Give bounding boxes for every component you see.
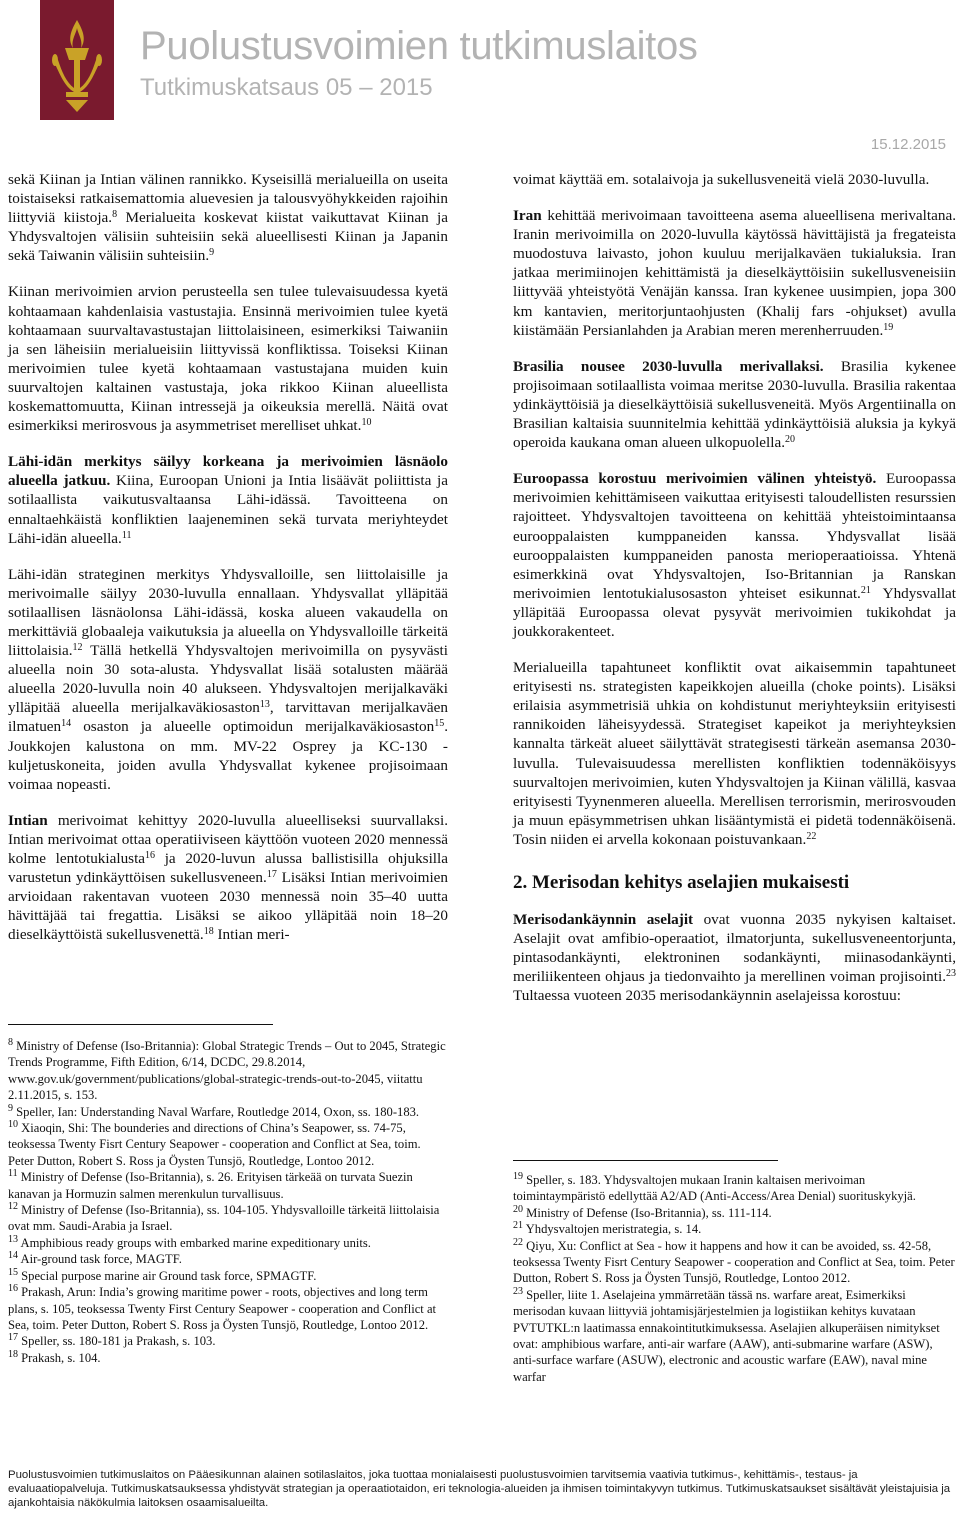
institute-title: Puolustusvoimien tutkimuslaitos xyxy=(140,24,698,68)
paragraph-lead: Intian xyxy=(8,811,48,829)
left-column xyxy=(8,170,448,961)
footnotes-right xyxy=(513,1172,956,1385)
footnote: $^{20}$ Ministry of Defense (Iso-Britannia), ss. 111-114. xyxy=(513,1203,772,1220)
paragraph-lead: Brasilia nousee 2030-luvulla merivallaksi. xyxy=(513,357,824,375)
paragraph: Lähi-idän strateginen merkitys Yhdysvalloille, sen liittolaisille ja merivoimalle säilyy 2030-luvulla ennallaan. Yhdysvallat ylläpitää sotilaallisen läsnäolonsa Lähi-idässä, koska alueen vakaudella on merkittäviä globaaleja vaikutuksia ja alueella on Yhdysvalloille tärkeitä liittolaisia.$^{12}$ Tällä hetkellä Yhdysvaltojen merivoimilla on pysyvästi alueella noin 30 sota-alusta. Yhdysvallat lisää sotalusten määrää alueella 2020-luvulla noin 40 alukseen. Yhdysvaltojen merijalkaväki ylläpitää alueella merijalkaväkiosaston$^{13}$, tarvittavan merijalkaväen ilmatuen$^{14}$ osaston ja alueelle optimoidun merijalkaväkiosaston$^{15}$. Joukkojen kalustona on mm. MV-22 Osprey ja KC-130 -kuljetuskoneita, joiden avulla Yhdysvallat kykenee projisoimaan voimaa nopeasti. xyxy=(8,565,448,793)
footnote-ref[interactable]: 13 xyxy=(259,699,270,711)
paragraph-lead: Euroopassa korostuu merivoimien välinen yhteistyö. xyxy=(513,470,877,488)
footnote: $^{22}$ Qiyu, Xu: Conflict at Sea - how it happens and how it can be avoided, ss. 42-58, teoksessa Twenty Fisrt Century Seapower - cooperation and Conflict at Sea, toim. Peter Dutton, Robert S. Ross ja Öysten Tunsjö, Routledge, Lontoo 2012. xyxy=(513,1236,955,1286)
paragraph: Brasilia nousee 2030-luvulla merivallaksi. Brasilia kykenee projisoimaan sotilaallista voimaa meritse 2030-luvulla. Brasilia rakentaa ydinkäyttöisiä ja dieselkäyttöisiä sukellusveneitä. Myös Argentiinalla on Brasilian kaltaisia suunnitelmia kehittää ydinkäyttöisiä aluksia ja kykyä operoida kaukana oman alueen ulkopuolella.$^{20}$ xyxy=(513,357,956,452)
footnote-ref[interactable]: 11 xyxy=(121,529,132,541)
footnote: $^{21}$ Yhdysvaltojen meristrategia, s. 14. xyxy=(513,1220,702,1237)
footnote: $^{18}$ Prakash, s. 104. xyxy=(8,1348,101,1365)
paragraph: Iran kehittää merivoimaan tavoitteena asema alueellisena merivaltana. Iranin merivoimilla on 2020-luvulla käytössä hävittäjistä ja fregateista muodostuva laivasto, johon kuuluu merijalkaväen tukialuksia. Iran jatkaa merimiinojen kehittämistä ja dieselkäyttöisiin sukellusveneisiin liittyvää yhteistyötä Venäjän kanssa. Iran kykenee uusimpien, jopa 300 km kantavien, meritorjuntaohjusten (Khalij fars -ohjukset) avulla kiistämään Persianlahden ja Arabian meren merenherruuden.$^{19}$ xyxy=(513,207,956,339)
footnote: $^{23}$ Speller, liite 1. Aselajeina ymmärretään tässä ns. warfare areat, Esimerkiksi merisodan kuvaan liittyviä johtamisjärjestelmien ja logistiikan kehitys kuvataan PVTUTKL:n laatimassa ennakointitutkimuksessa. Aselajien alkuperäisen nimitykset ovat: amphibious warfare, anti-air warfare (AAW), anti-submarine warfare (ASW), anti-surface warfare (ASUW), electronic and acoustic warfare (EAW), naval mine warfar xyxy=(513,1285,940,1384)
footnote-ref[interactable]: 15 xyxy=(434,718,445,730)
paragraph: Euroopassa korostuu merivoimien välinen yhteistyö. Euroopassa merivoimien kehittämiseen vaikuttaa erityisesti taloudellisten resurssien rajoitteet. Yhdysvaltojen tavoitteena on kehittää yhteistoimintaansa eurooppalaisten kumppaneiden kanssa. Yhdysvallat lisää eurooppalaisten kumppaneiden panosta merioperaatioissa. Yhtenä esimerkkinä ovat Yhdysvaltojen, Iso-Britannian ja Ranskan merivoimien lentotukialusosaston yhteiset esikunnat.$^{21}$ Yhdysvallat ylläpitää Euroopassa olevat pysyvät merivoimien tukikohdat ja joukkorakenteet. xyxy=(513,470,956,640)
footnote: $^{17}$ Speller, ss. 180-181 ja Prakash, s. 103. xyxy=(8,1332,216,1349)
footnote-ref[interactable]: 14 xyxy=(61,718,72,730)
footnote-ref[interactable]: 18 xyxy=(203,926,214,938)
footnote-divider xyxy=(8,1024,273,1025)
footnote: $^{13}$ Amphibious ready groups with embarked marine expeditionary units. xyxy=(8,1233,371,1250)
institute-logo xyxy=(40,0,114,120)
paragraph: Intian merivoimat kehittyy 2020-luvulla alueelliseksi suurvallaksi. Intian merivoimat ottaa operatiiviseen käyttöön vuoteen 2020 mennessä kolme lentotukialusta$^{16}$ ja 2020-luvun alussa ballistisilla ohjuksilla varustetun ydinkäyttöisen sukellusveneen.$^{17}$ Lisäksi Intian merivoimien arvioidaan rakentavan vuoteen 2030 mennessä noin 35–40 uutta hävittäjää tai fregattia. Lisäksi se aikoo ylläpitää noin 18–20 dieselkäyttöistä sukellusvenettä.$^{18}$ Intian meri- xyxy=(8,811,449,944)
footnote-ref[interactable]: 8 xyxy=(112,209,118,221)
footnote-ref[interactable]: 22 xyxy=(806,830,817,842)
publication-subtitle: Tutkimuskatsaus 05 – 2015 xyxy=(140,74,433,101)
paragraph: Kiinan merivoimien arvion perusteella sen tulee tulevaisuudessa kyetä kohtaamaan kahdenlaisia vastustajia. Ensinnä merivoimien tulee kyetä kohtaamaan suurvaltavastustajan liittolaisineen, esimerkiksi Taiwaniin ja sen läheisiin merialueisiin liittyvissä konfliktissa. Toiseksi Kiinan merivoimien tulee kyetä kohtaamaan vastustajana muiden kuin suurvaltojen kaltainen vastustaja, joka rikkoo Kiinan alueellista koskemattomuutta, Kiinan intressejä ja oikeuksia merellä. Näitä ovat esimerkiksi merirosvous ja asymmetriset merelliset uhkat.$^{10}$ xyxy=(8,283,448,435)
paragraph: Merisodankäynnin aselajit ovat vuonna 2035 nykyisen kaltaiset. Aselajit ovat amfibio-operaatiot, ilmatorjunta, sukellusveneentorjunta, pintasodankäynti, elektroninen sodankäynti, miinasodankäynti, meriliikenteen ohjaus ja tiedonvaihto ja merellinen voiman projisointi.$^{23}$ Tultaessa vuoteen 2035 merisodankäynnin aselajeissa korostuu: xyxy=(513,911,956,1005)
footnote-ref[interactable]: 12 xyxy=(72,642,83,654)
footnote: $^{11}$ Ministry of Defense (Iso-Britannia), s. 26. Erityisen tärkeää on turvata Suezin kanavan ja Hormuzin salmen merenkulun turvallisuus. xyxy=(8,1168,413,1201)
footnote: $^8$ Ministry of Defense (Iso-Britannia): Global Strategic Trends – Out to 2045, Strategic Trends Programme, Fifth Edition, 6/14, DCDC, 29.8.2014, www.gov.uk/government/publications/global-strategic-trends-out-to-2045, viitattu 2.11.2015, s. 153. xyxy=(8,1037,446,1103)
footnote: $^9$ Speller, Ian: Understanding Naval Warfare, Routledge 2014, Oxon, ss. 180-183. xyxy=(8,1102,420,1119)
footnote: $^{10}$ Xiaoqin, Shi: The bounderies and directions of China’s Seapower, ss. 74-75, teoksessa Twenty Fisrt Century Seapower - cooperation and Conflict at Sea, toim. Peter Dutton, Robert S. Ross ja Öysten Tunsjö, Routledge, Lontoo 2012. xyxy=(8,1119,421,1168)
footnote-ref[interactable]: 17 xyxy=(266,869,277,881)
right-column xyxy=(513,170,956,1023)
paragraph: Merialueilla tapahtuneet konfliktit ovat aikaisemmin tapahtuneet erityisesti ns. strategisten kapeikkojen alueilla (choke points). Lisäksi erilaisia asymmetrisiä uhkia on kohdistunut meriyhteyksiin erityisesti rannikoiden läheisyydessä. Strategiset kapeikot ja meriyhteyksien kannalta tärkeät alueet säilyttävät strategisesti tärkeän asemansa 2030-luvulla. Tulevaisuudessa merellisten konfliktien todennäköisyys suurvaltojen merivoimien, kuten Yhdysvaltojen ja Kiinan välillä, kasvaa erityisesti Tyynenmeren alueella. Merellisen terrorismin, merirosvouden ja muun epäsymmetrisen uhkan lisääntymistä ei pidetä todennäköisenä. Tosin niiden ei arvella kokonaan poistuvankaan.$^{22}$ xyxy=(513,659,956,848)
footnote: $^{16}$ Prakash, Arun: India’s growing maritime power - roots, objectives and long term plans, s. 105, teoksessa Twenty First Century Seapower - cooperation and Conflict at Sea, toim. Peter Dutton, Robert S. Ross ja Öysten Tunsjö, Routledge, Lontoo 2012. xyxy=(8,1283,437,1332)
footnote-divider xyxy=(513,1160,778,1161)
footnote: $^{19}$ Speller, s. 183. Yhdysvaltojen mukaan Iranin kaltaisen merivoiman toimintaympäristö edellyttää A2/AD (Anti-Access/Area Denial) suorituskykyjä. xyxy=(513,1171,916,1204)
paragraph: voimat käyttää em. sotalaivoja ja sukellusveneitä vielä 2030-luvulla. xyxy=(513,171,930,188)
footnote-ref[interactable]: 16 xyxy=(145,850,156,861)
paragraph-lead: Merisodankäynnin aselajit xyxy=(513,911,694,929)
footnote: $^{14}$ Air-ground task force, MAGTF. xyxy=(8,1250,182,1267)
footnotes-left xyxy=(8,1038,448,1366)
section-heading: 2. Merisodan kehitys aselajien mukaisesti xyxy=(513,872,850,893)
publication-date: 15.12.2015 xyxy=(870,136,946,153)
footnote-ref[interactable]: 23 xyxy=(946,968,956,980)
footnote-ref[interactable]: 9 xyxy=(209,247,215,259)
footnote: $^{15}$ Special purpose marine air Ground task force, SPMAGTF. xyxy=(8,1266,317,1283)
paragraph-lead: Lähi-idän merkitys säilyy korkeana ja merivoimien läsnäolo alueella jatkuu. xyxy=(8,453,448,490)
paragraph-lead: Iran xyxy=(513,207,542,225)
footnote-ref[interactable]: 20 xyxy=(785,434,796,446)
footnote-ref[interactable]: 21 xyxy=(860,584,871,596)
page-footer: Puolustusvoimien tutkimuslaitos on Pääesikunnan alainen sotilaslaitos, joka tuottaa monialaisesti puolustusvoimien tarvitsemia vaativia tutkimus-, kehittämis-, testaus- ja evaluaatiopalveluja. Tutkimuskatsauksessa yhdistyvät strategian ja operaatiotaidon, eri teknologia-alueiden ja ihmisen toimintakyvyn tutkimus. Tutkimuskatsaukset sisältävät yleistajuisia ja ajankohtaisia näkökulmia laitoksen osaamisalueilta. xyxy=(8,1469,951,1510)
footnote-ref[interactable]: 19 xyxy=(883,321,894,333)
footnote-ref[interactable]: 10 xyxy=(361,417,372,429)
footnote: $^{12}$ Ministry of Defense (Iso-Britannia), ss. 104-105. Yhdysvalloille tärkeitä liittolaisia ovat mm. Saudi-Arabia ja Israel. xyxy=(8,1201,440,1234)
paragraph: sekä Kiinan ja Intian välinen rannikko. Kyseisillä merialueilla on useita toistaiseksi ratkaisemattomia aluevesien ja talousvyöhykkeiden rajoihin liittyviä kiistoja.$^8$ Merialueita koskevat kiistat vaikuttavat Kiinan ja Yhdysvaltojen välisiin suhteisiin sekä alueellisesti Kiinan ja Japanin sekä Taiwanin välisiin suhteisiin.$^9$ xyxy=(8,171,448,265)
paragraph: Lähi-idän merkitys säilyy korkeana ja merivoimien läsnäolo alueella jatkuu. Kiina, Euroopan Unioni ja Intia lisäävät poliittista ja sotilaallista vaikutusvaltaansa Lähi-idässä. Tavoitteena on ennaltaehkäistä konfliktien laajeneminen sekä turvata meriyhteydet Lähi-idän alueella.$^{11}$ xyxy=(8,453,448,547)
